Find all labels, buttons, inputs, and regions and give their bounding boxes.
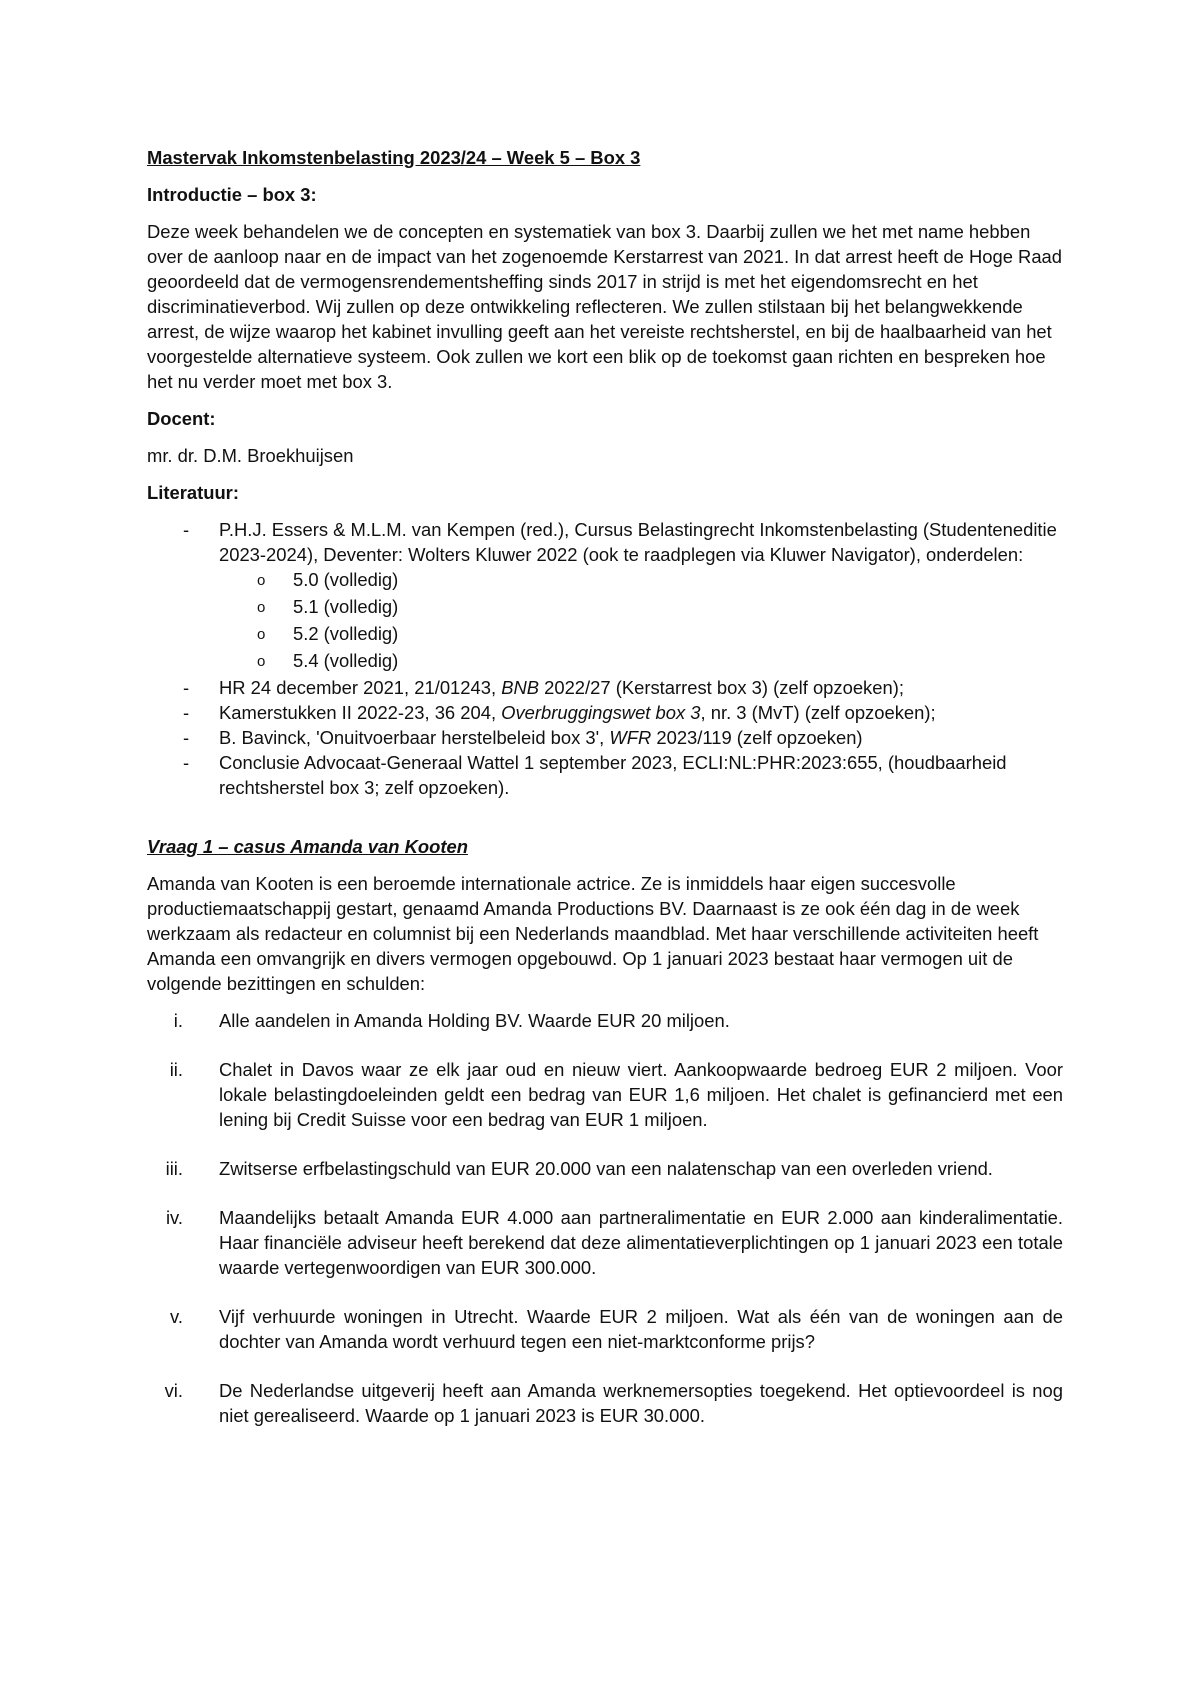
roman-numeral-marker: iii. — [165, 1158, 183, 1179]
asset-item-text: Zwitserse erfbelastingschuld van EUR 20.000 van een nalatenschap van een overleden vriend. — [219, 1158, 993, 1179]
literature-italic-part: BNB — [501, 677, 540, 698]
asset-item — [147, 1378, 1063, 1428]
literature-subitem-text: 5.4 (volledig) — [293, 650, 399, 671]
literature-item-text — [219, 752, 1007, 798]
literature-item — [147, 725, 1063, 750]
literature-heading: Literatuur: — [147, 482, 239, 503]
list-dash-marker: - — [183, 752, 190, 773]
list-dash-marker: - — [183, 727, 190, 748]
asset-item-text: Alle aandelen in Amanda Holding BV. Waarde EUR 20 miljoen. — [219, 1010, 730, 1031]
list-dash-marker: - — [183, 519, 190, 540]
asset-item — [147, 1156, 1063, 1181]
literature-italic-part: Overbruggingswet box 3 — [501, 702, 701, 723]
literature-subitem — [219, 567, 1063, 594]
literature-item — [147, 517, 1063, 675]
asset-item — [147, 1205, 1063, 1280]
list-dash-marker: - — [183, 677, 190, 698]
literature-text-part: 2023/119 (zelf opzoeken) — [651, 727, 863, 748]
literature-text-part: HR 24 december 2021, 21/01243, — [219, 677, 502, 698]
asset-item — [147, 1304, 1063, 1354]
literature-item — [147, 750, 1063, 800]
literature-subitem-text: 5.0 (volledig) — [293, 569, 399, 590]
list-circle-marker: o — [257, 653, 266, 670]
literature-italic-part: WFR — [609, 727, 652, 748]
literature-item — [147, 675, 1063, 700]
list-circle-marker: o — [257, 572, 266, 589]
literature-item — [147, 700, 1063, 725]
docent-heading: Docent: — [147, 408, 216, 429]
literature-text-part: P.H.J. Essers & M.L.M. van Kempen (red.), Cursus Belastingrecht Inkomstenbelasting (Studenteneditie 2023-2024), Deventer: Wolters Kluwer 2022 (ook te raadplegen via Kluwer Navigator), onderdelen: — [219, 519, 1057, 565]
literature-subitem — [219, 594, 1063, 621]
roman-numeral-marker: iv. — [165, 1207, 183, 1228]
assets-list — [147, 1008, 1063, 1428]
literature-text-part: Conclusie Advocaat-Generaal Wattel 1 september 2023, ECLI:NL:PHR:2023:655, (houdbaarheid rechtsherstel box 3; zelf opzoeken). — [219, 752, 1007, 798]
literature-item-text — [219, 702, 936, 723]
question-title: Vraag 1 – casus Amanda van Kooten — [147, 836, 468, 857]
literature-subitem-text: 5.1 (volledig) — [293, 596, 399, 617]
literature-item-text — [219, 519, 1057, 565]
asset-item — [147, 1057, 1063, 1132]
list-dash-marker: - — [183, 702, 190, 723]
asset-item-text: De Nederlandse uitgeverij heeft aan Amanda werknemersopties toegekend. Het optievoordeel is nog niet gerealiseerd. Waarde op 1 januari 2023 is EUR 30.000. — [219, 1380, 1063, 1426]
asset-item-text: Vijf verhuurde woningen in Utrecht. Waarde EUR 2 miljoen. Wat als één van de woningen aan de dochter van Amanda wordt verhuurd tegen een niet-marktconforme prijs? — [219, 1306, 1063, 1352]
intro-heading: Introductie – box 3: — [147, 184, 317, 205]
roman-numeral-marker: ii. — [169, 1059, 183, 1080]
roman-numeral-marker: vi. — [164, 1380, 183, 1401]
literature-subitem — [219, 648, 1063, 675]
question-intro: Amanda van Kooten is een beroemde internationale actrice. Ze is inmiddels haar eigen succesvolle productiemaatschappij gestart, genaamd Amanda Productions BV. Daarnaast is ze ook één dag in de week werkzaam als redacteur en columnist bij een Nederlands maandblad. Met haar verschillende activiteiten heeft Amanda een omvangrijk en divers vermogen opgebouwd. Op 1 januari 2023 bestaat haar vermogen uit de volgende bezittingen en schulden: — [147, 873, 1039, 994]
literature-text-part: , nr. 3 (MvT) (zelf opzoeken); — [700, 702, 936, 723]
literature-list — [147, 517, 1063, 800]
docent-name: mr. dr. D.M. Broekhuijsen — [147, 445, 354, 466]
literature-item-text — [219, 727, 863, 748]
roman-numeral-marker: v. — [170, 1306, 183, 1327]
asset-item-text: Chalet in Davos waar ze elk jaar oud en nieuw viert. Aankoopwaarde bedroeg EUR 2 miljoen. Voor lokale belastingdoeleinden geldt een bedrag van EUR 1,6 miljoen. Het chalet is gefinancierd met een lening bij Credit Suisse voor een bedrag van EUR 1 miljoen. — [219, 1059, 1063, 1130]
literature-text-part: 2022/27 (Kerstarrest box 3) (zelf opzoeken); — [539, 677, 904, 698]
intro-paragraph: Deze week behandelen we de concepten en systematiek van box 3. Daarbij zullen we het met name hebben over de aanloop naar en de impact van het zogenoemde Kerstarrest van 2021. In dat arrest heeft de Hoge Raad geoordeeld dat de vermogensrendementsheffing sinds 2017 in strijd is met het eigendomsrecht en het discriminatieverbod. Wij zullen op deze ontwikkeling reflecteren. We zullen stilstaan bij het belangwekkende arrest, de wijze waarop het kabinet invulling geeft aan het vereiste rechtsherstel, en bij de haalbaarheid van het voorgestelde alternatieve systeem. Ook zullen we kort een blik op de toekomst gaan richten en bespreken hoe het nu verder moet met box 3. — [147, 221, 1063, 392]
document-page — [147, 145, 1063, 1452]
list-circle-marker: o — [257, 599, 266, 616]
literature-sublist — [219, 567, 1063, 675]
roman-numeral-marker: i. — [173, 1010, 183, 1031]
literature-subitem — [219, 621, 1063, 648]
literature-text-part: Kamerstukken II 2022-23, 36 204, — [219, 702, 502, 723]
list-circle-marker: o — [257, 626, 266, 643]
literature-item-text — [219, 677, 904, 698]
asset-item-text: Maandelijks betaalt Amanda EUR 4.000 aan partneralimentatie en EUR 2.000 aan kinderalimentatie. Haar financiële adviseur heeft berekend dat deze alimentatieverplichtingen op 1 januari 2023 een totale waarde vertegenwoordigen van EUR 300.000. — [219, 1207, 1063, 1278]
literature-text-part: B. Bavinck, 'Onuitvoerbaar herstelbeleid box 3', — [219, 727, 610, 748]
asset-item — [147, 1008, 1063, 1033]
document-title: Mastervak Inkomstenbelasting 2023/24 – Week 5 – Box 3 — [147, 147, 641, 168]
literature-subitem-text: 5.2 (volledig) — [293, 623, 399, 644]
